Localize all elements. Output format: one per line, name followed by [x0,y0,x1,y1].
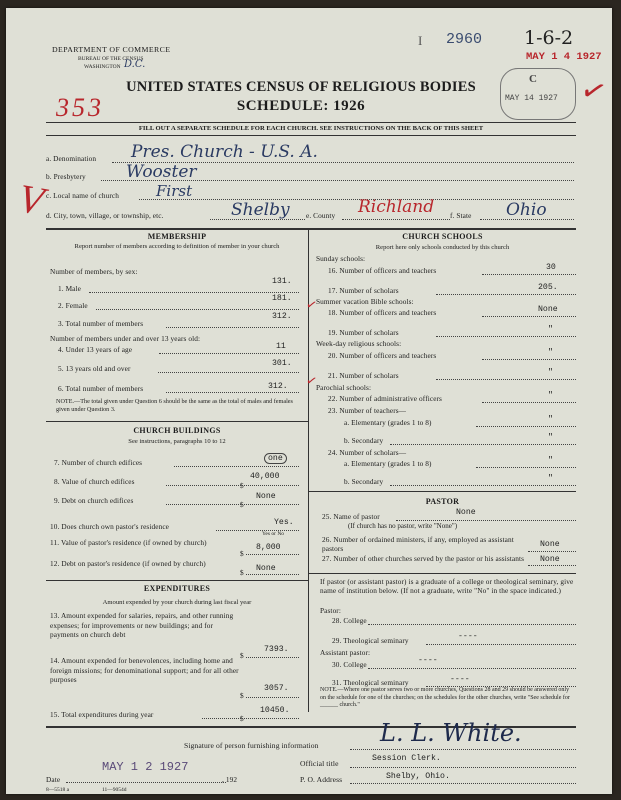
q23a-value: " [548,415,553,424]
q21-check-icon: ✓ [304,371,319,390]
office-stamp [500,68,576,120]
q8-label: 8. Value of church edifices [54,477,135,486]
age-header-label: Number of members under and over 13 years old: [50,334,201,343]
graduate-rule [309,573,576,574]
office-stamp-letter: C [529,73,537,85]
q7-label: 7. Number of church edifices [54,458,143,467]
q12-dollar: $ [240,568,244,577]
q5-value: 301. [272,359,292,368]
q3-value: 312. [272,312,292,321]
date-stamp: MAY 1 2 1927 [102,760,189,774]
q23a-label: a. Elementary (grades 1 to 8) [344,418,432,427]
membership-note: NOTE.—The total given under Question 6 should be the same as the total of males and females given under Question 3. [56,398,293,413]
q18-value: None [538,305,558,314]
graduate-note: If pastor (or assistant pastor) is a graduate of a college or theological seminary, give name of institution below. (If not a graduate, write "No" in the space indicated.) [320,577,574,595]
q8-line [166,485,299,486]
city-label: WASHINGTON [84,64,121,70]
q17-value: 205. [538,283,558,292]
q29-line [426,644,576,645]
q31-value: ---- [450,675,470,684]
q24a-line [476,467,576,468]
q24b-value: " [548,474,553,483]
q21-line [436,379,576,380]
q28-label: 28. College [332,616,367,625]
q13-dollar: $ [240,651,244,660]
city-label-field: d. City, town, village, or township, etc. [46,211,164,220]
q8-value: 40,000 [250,472,280,481]
q26-line [528,551,576,552]
q14-value: 3057. [264,684,289,693]
membership-heading: MEMBERSHIP [147,232,207,241]
signature-line [350,749,576,750]
q10-value: Yes. [274,518,294,527]
q31-label: 31. Theological seminary [332,678,409,687]
address-value: Shelby, Ohio. [386,772,450,781]
q6-label: 6. Total number of members [58,384,144,393]
q13-line [246,657,299,658]
q6-line [166,392,299,393]
form-number: 2960 [446,31,483,48]
q25-note: (If church has no pastor, write "None") [348,522,458,530]
q9-value: None [256,492,276,501]
q16-value: 30 [546,263,556,272]
q15-line [202,718,299,719]
form-code-2: 11—9054d [102,787,127,793]
q14-line [246,697,299,698]
summer-schools-label: Summer vacation Bible schools: [316,297,414,306]
q3-label: 3. Total number of members [58,319,144,328]
official-title-value: Session Clerk. [372,754,441,763]
q13-value: 7393. [264,645,289,654]
pastor-note: NOTE.—Where one pastor serves two or more churches, Questions 28 and 29 should be answered only on the schedule for one of the churches; on the schedules for the other churches, write "See schedule for ______ church." [320,687,570,709]
state-label: f. State [450,211,472,220]
q30-value: ---- [418,656,438,665]
q4-label: 4. Under 13 years of age [58,345,133,354]
q24b-label: b. Secondary [344,477,384,486]
q22-value: " [548,391,553,400]
margin-check-mark: V [15,175,48,224]
q8-dollar: $ [240,481,244,490]
weekday-schools-label: Week-day religious schools: [316,339,402,348]
official-title-line [350,767,576,768]
q30-label: 30. College [332,660,367,669]
presbytery-label: b. Presbytery [46,172,86,181]
department-label: DEPARTMENT OF COMMERCE [52,45,171,54]
q15-value: 10450. [260,706,290,715]
schools-heading: CHURCH SCHOOLS [402,232,483,241]
q11-label: 11. Value of pastor's residence (if owned by church) [50,538,207,547]
q12-line [246,574,299,575]
q9-label: 9. Debt on church edifices [54,496,134,505]
q18-label: 18. Number of officers and teachers [328,308,437,317]
q3-line [166,327,299,328]
church-name-value: First [156,182,193,200]
parochial-schools-label: Parochial schools: [316,383,372,392]
handwritten-number: 353 [56,93,104,122]
header-rule-bottom [46,135,576,136]
denomination-label: a. Denomination [46,154,97,163]
schools-intro: Report here only schools conducted by this church [375,244,510,251]
date-label: Date [46,775,61,784]
received-stamp: MAY 1 4 1927 [526,51,602,63]
office-stamp-date: MAY 14 1927 [505,94,558,103]
year-suffix: , 192 [222,775,238,784]
q16-line [482,274,576,275]
q9-dollar: $ [240,500,244,509]
pastor-sub-label: Pastor: [320,606,341,615]
date-line [66,782,226,783]
q20-line [482,359,576,360]
q23-label: 23. Number of teachers— [328,406,407,415]
q29-label: 29. Theological seminary [332,636,409,645]
q19-value: " [548,325,553,334]
form-title: UNITED STATES CENSUS OF RELIGIOUS BODIES [126,79,476,95]
q5-line [158,372,299,373]
q27-line [528,565,576,566]
q2-line [96,309,299,310]
q18-line [482,316,576,317]
q14-dollar: $ [240,691,244,700]
q25-value: None [456,508,476,517]
asst-pastor-label: Assistant pastor: [320,648,371,657]
presbytery-value: Wooster [126,162,197,182]
expenditures-rule [46,580,308,581]
q9-line [166,504,299,505]
census-schedule-sheet [6,8,612,794]
signature-value: L. L. White. [380,719,522,747]
county-label: e. County [306,211,336,220]
q14-label: 14. Amount expended for benevolences, including home and foreign missions; for denominational support; and for all other purposes [50,656,239,684]
pastor-rule [309,491,576,492]
q1-label: 1. Male [58,284,81,293]
header-rule-top [46,122,576,123]
handwritten-date: 1-6-2 [524,27,574,49]
county-value: Richland [358,197,435,217]
q17-line [436,294,576,295]
q12-value: None [256,564,276,573]
q11-value: 8,000 [256,543,281,552]
code-letter: I [418,33,423,48]
q11-line [246,554,299,555]
q4-line [159,353,299,354]
q28-line [368,624,576,625]
q5-label: 5. 13 years old and over [58,364,131,373]
members-by-sex-label: Number of members, by sex: [50,267,138,276]
q19-label: 19. Number of scholars [328,328,399,337]
q26-label: 26. Number of ordained ministers, if any, employed as assistant pastors [322,535,514,553]
q23b-line [390,444,576,445]
form-code: 8—5518 a [46,787,70,793]
q11-dollar: $ [240,549,244,558]
official-title-label: Official title [300,759,339,768]
q10-label: 10. Does church own pastor's residence [50,522,169,531]
yes-no-hint: Yes or No [262,531,285,537]
q7-value: one [264,453,287,464]
q18-check-icon: ✓ [304,295,319,314]
church-name-label: c. Local name of church [46,191,120,200]
q15-dollar: $ [240,714,244,723]
q25-label: 25. Name of pastor [322,512,380,521]
q2-value: 181. [272,294,292,303]
expenditures-intro: Amount expended by your church during last fiscal year [102,599,252,606]
q7-line [174,466,299,467]
q21-value: " [548,368,553,377]
q22-line [482,402,576,403]
q26-value: None [540,540,560,549]
q20-label: 20. Number of officers and teachers [328,351,437,360]
q24-label: 24. Number of scholars— [328,448,407,457]
pastor-heading: PASTOR [425,497,460,506]
section-rule [46,228,576,230]
q17-label: 17. Number of scholars [328,286,399,295]
q13-label: 13. Amount expended for salaries, repairs, and other running expenses; for improvements or new buildings; and for payments on church debt [50,611,234,639]
q27-value: None [540,555,560,564]
address-label: P. O. Address [300,775,343,784]
q22-label: 22. Number of administrative officers [328,394,443,403]
q29-value: ---- [458,632,478,641]
address-line [350,783,576,784]
buildings-subheading: See instructions, paragraphs 10 to 12 [128,438,226,445]
q24b-line [390,485,576,486]
q12-label: 12. Debt on pastor's residence (if owned by church) [50,559,206,568]
check-mark-icon: ✓ [576,71,611,112]
q30-line [368,668,576,669]
q24a-value: " [548,456,553,465]
q24a-label: a. Elementary (grades 1 to 8) [344,459,432,468]
state-value: Ohio [506,200,547,220]
q21-label: 21. Number of scholars [328,371,399,380]
city-value: Shelby [231,200,290,220]
q2-label: 2. Female [58,301,88,310]
q19-line [436,336,576,337]
county-line [342,219,450,220]
bureau-label: BUREAU OF THE CENSUS [78,56,144,62]
city-handwritten: D.C. [124,59,146,70]
q1-value: 131. [272,277,292,286]
buildings-heading: CHURCH BUILDINGS [133,426,221,435]
membership-intro: Report number of members according to definition of member in your church [74,243,280,250]
signature-label: Signature of person furnishing information [184,741,319,750]
q27-label: 27. Number of other churches served by the pastor or his assistants [322,554,525,563]
form-subtitle: SCHEDULE: 1926 [236,98,366,114]
separate-schedule-instruction: FILL OUT A SEPARATE SCHEDULE FOR EACH CHURCH. SEE INSTRUCTIONS ON THE BACK OF THIS SHEET [138,125,484,132]
q16-label: 16. Number of officers and teachers [328,266,437,275]
q1-line [89,292,299,293]
q25-line [396,520,576,521]
q10-line [216,530,299,531]
buildings-rule [46,421,308,422]
q15-label: 15. Total expenditures during year [50,710,154,719]
sunday-schools-label: Sunday schools: [316,254,366,263]
q23a-line [476,426,576,427]
denomination-value: Pres. Church - U.S. A. [131,142,318,162]
q23b-value: " [548,433,553,442]
expenditures-heading: EXPENDITURES [143,584,211,593]
q6-value: 312. [268,382,288,391]
q4-value: 11 [276,342,286,351]
q23b-label: b. Secondary [344,436,384,445]
q20-value: " [548,348,553,357]
